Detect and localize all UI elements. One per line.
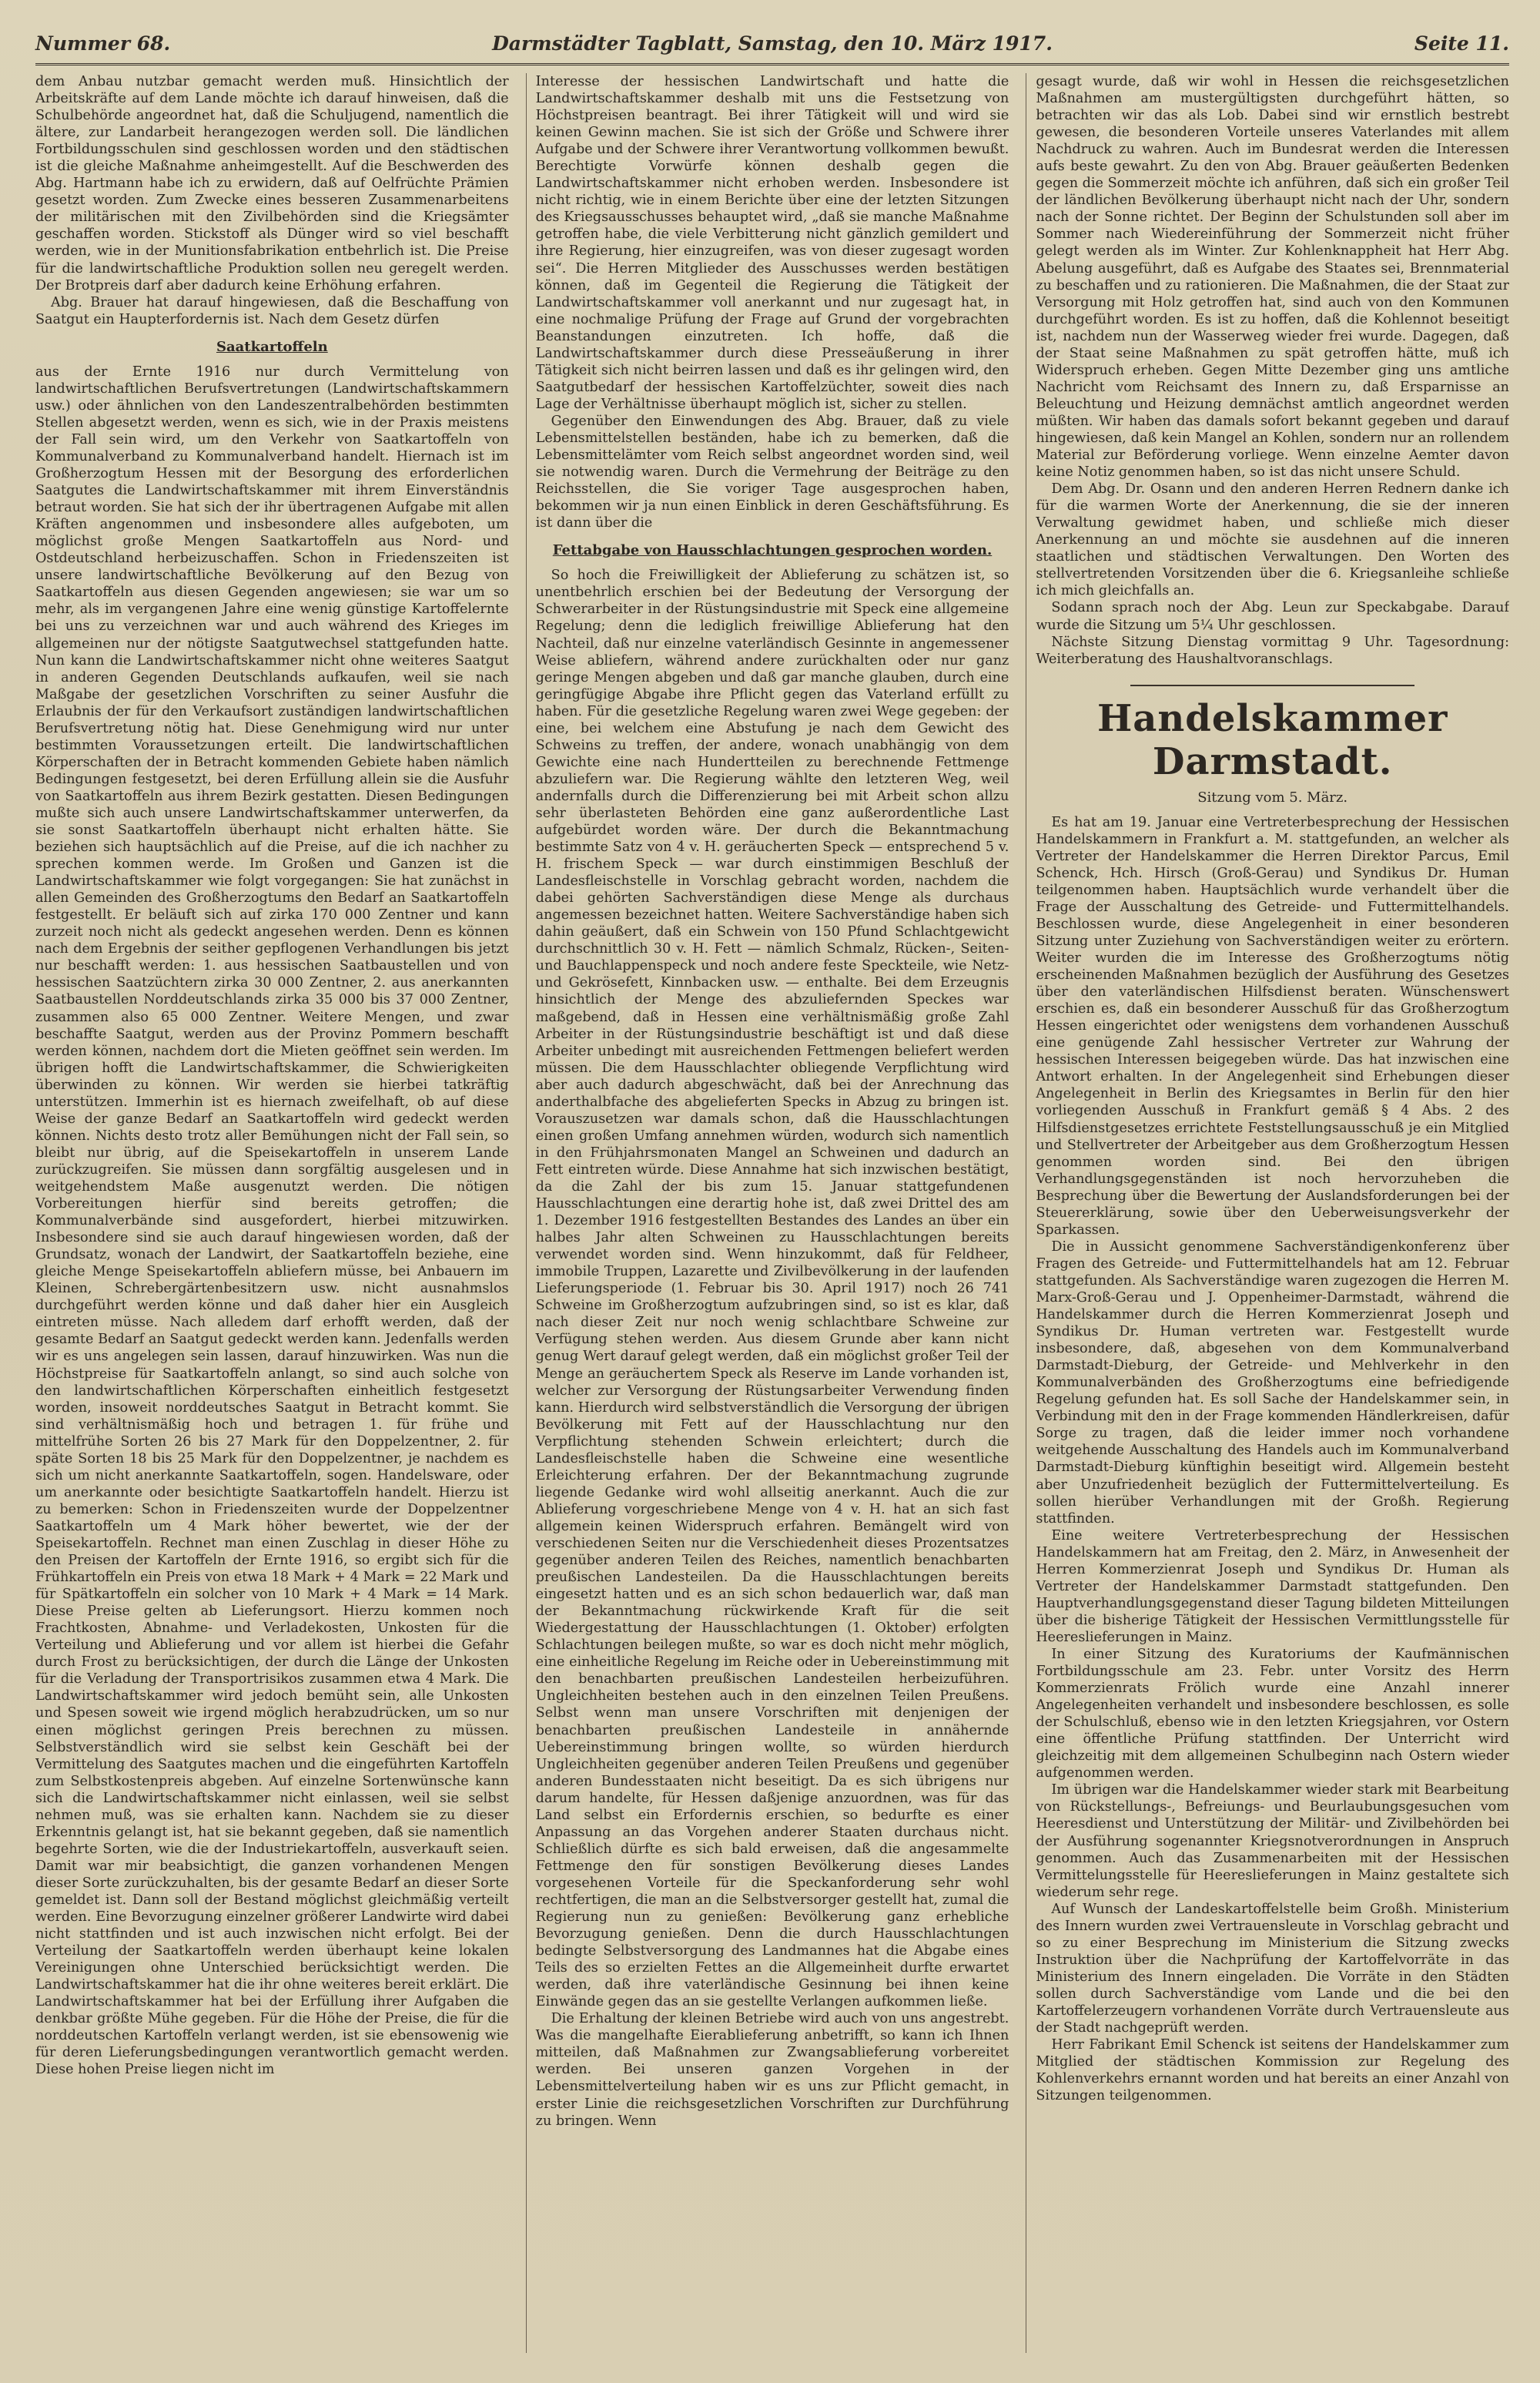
header-rule <box>35 63 1509 65</box>
paragraph: Abg. Brauer hat darauf hingewiesen, daß die Beschaffung von Saatgut ein Haupterfordernis ist. Nach dem Gesetz dürfen <box>35 294 509 327</box>
column-1 <box>35 73 509 2353</box>
subheading: Fettabgabe von Hausschlachtungen gesprochen worden. <box>552 542 993 559</box>
column-2 <box>526 73 1009 2353</box>
page-header <box>35 32 1509 60</box>
paragraph: So hoch die Freiwilligkeit der Ablieferung zu schätzen ist, so unentbehrlich erschien bei der Bedeutung der Versorgung der Schwerarbeiter in der Rüstungsindustrie mit Speck eine allgemeine Regelung; denn die lediglich freiwillige Ablieferung hat den Nachteil, daß nur einzelne vaterländisch Gesinnte in angemessener Weise abliefern, während andere zurückhalten oder nur ganz geringe Mengen abgeben und daß gar manche glauben, durch eine geringfügige Abgabe ihre Pflicht gegen das Vaterland erfüllt zu haben. Für die gesetzliche Regelung waren zwei Wege gegeben: der eine, bei welchem eine Abstufung je nach dem Gewicht des Schweins zu treffen, der andere, wonach unabhängig von dem Gewichte eine nach Hundertteilen zu berechnende Fettmenge abzuliefern war. Die Regierung wählte den letzteren Weg, weil andernfalls durch die Differenzierung bei mit Arbeit schon allzu sehr überlasteten Behörden eine ganz außerordentliche Last aufgebürdet worden wäre. Der durch die Bekanntmachung bestimmte Satz von 4 v. H. geräucherten Speck — entsprechend 5 v. H. frischem Speck — war durch einstimmigen Beschluß der Landesfleischstelle in Vorschlag gebracht worden, nachdem die dabei gehörten Sachverständigen diese Menge als durchaus angemessen bezeichnet hatten. Weitere Sachverständige haben sich dahin geäußert, daß ein Schwein von 150 Pfund Schlachtgewicht durchschnittlich 30 v. H. Fett — nämlich Schmalz, Rücken-, Seiten- und Bauchlappenspeck und noch andere feste Speckteile, wie Netz- und Gekrösefett, Kinnbacken usw. — enthalte. Bei dem Erzeugnis hinsichtlich der Menge des abzuliefernden Speckes war maßgebend, daß in Hessen eine verhältnismäßig große Zahl Arbeiter in der Rüstungsindustrie beschäftigt ist und daß diese Arbeiter unbedingt mit ausreichenden Fettmengen beliefert werden müssen. Die dem Hausschlachter obliegende Verpflichtung wird aber auch dadurch abgeschwächt, daß bei der Anrechnung das anderthalbfache des abgelieferten Specks in Abzug zu bringen ist. Vorauszusetzen war damals schon, daß die Hausschlachtungen einen großen Umfang annehmen würden, wodurch sich namentlich in den Frühjahrsmonaten Mangel an Schweinen und dadurch an Fett eintreten würde. Diese Annahme hat sich inzwischen bestätigt, da die Zahl der bis zum 15. Januar stattgefundenen Hausschlachtungen eine derartig hohe ist, daß zwei Drittel des am 1. Dezember 1916 festgestellten Bestandes des Landes an über ein halbes Jahr alten Schweinen zu Hausschlachtungen bereits verwendet worden sind. Wenn hinzukommt, daß für Feldheer, immobile Truppen, Lazarette und Zivilbevölkerung in der laufenden Lieferungsperiode (1. Februar bis 30. April 1917) noch 26 741 Schweine im Großherzogtum aufzubringen sind, so ist es klar, daß nach dieser Zeit nur noch wenig schlachtbare Schweine zur Verfügung stehen werden. Aus diesem Grunde aber kann nicht genug Wert darauf gelegt werden, daß ein möglichst großer Teil der Menge an geräuchertem Speck als Reserve im Lande vorhanden ist, welcher zur Versorgung der Rüstungsarbeiter Verwendung finden kann. Hierdurch wird selbstverständlich die Versorgung der übrigen Bevölkerung mit Fett auf der Hausschlachtung nur den Verpflichtung stehenden Schwein erleichtert; durch die Landesfleischstelle haben die Schweine eine wesentliche Erleichterung erfahren. Der der Bekanntmachung zugrunde liegende Gedanke wird wohl allseitig anerkannt. Auch die zur Ablieferung vorgeschriebene Menge von 4 v. H. hat an sich fast allgemein keinen Widerspruch erfahren. Bemängelt wird von verschiedenen Seiten nur die Verschiedenheit dieses Prozentsatzes gegenüber anderen Teilen des Reiches, namentlich benachbarten preußischen Landesteilen. Da die Hausschlachtungen bereits eingesetzt hatten und es an sich schon bedauerlich war, daß man der Bekanntmachung rückwirkende Kraft für die seit Wiedergestattung der Hausschlachtungen (1. Oktober) erfolgten Schlachtungen beilegen mußte, so war es doch nicht mehr möglich, eine einheitliche Regelung im Reiche oder in Uebereinstimmung mit den benachbarten preußischen Landesteilen herbeizuführen. Ungleichheiten bestehen auch in den einzelnen Teilen Preußens. Selbst wenn man unsere Vorschriften mit denjenigen der benachbarten preußischen Landesteile in annähernde Uebereinstimmung bringen wollte, so würden hierdurch Ungleichheiten gegenüber anderen Teilen Preußens und gegenüber anderen Bundesstaaten nicht beseitigt. Da es sich übrigens nur darum handelte, für Hessen daßjenige anzuordnen, was für das Land selbst ein Erfordernis erschien, so bedurfte es einer Anpassung an das Vorgehen anderer Staaten durchaus nicht. Schließlich dürfte es sich bald erweisen, daß die angesammelte Fettmenge den für sonstigen Bevölkerung dieses Landes vorgesehenen Vorteile für die Speckanforderung sehr wohl rechtfertigen, die man an die Selbstversorger gestellt hat, zumal die Regierung nun zu genießen: Bevölkerung ganz erhebliche Bevorzugung genießen. Denn die durch Hausschlachtungen bedingte Selbstversorgung des Landmannes hat die Abgabe eines Teils des so erzielten Fettes an die Allgemeinheit durfte erwartet werden, daß ihre vaterländische Gesinnung bei ihnen keine Einwände gegen das an sie gestellte Verlangen aufkommen ließe. <box>535 568 1009 2010</box>
paragraph: Dem Abg. Dr. Osann und den anderen Herren Rednern danke ich für die warmen Worte der Anerkennung, die sie der inneren Verwaltung gewidmet haben, und schließe mich dieser Anerkennung an und möchte sie ausdehnen auf die inneren staatlichen und städtischen Verwaltungen. Den Worten des stellvertretenden Vorsitzenden über die 6. Kriegsanleihe schließe ich mich gleichfalls an. <box>1036 481 1510 599</box>
paragraph: Die in Aussicht genommene Sachverständigenkonferenz über Fragen des Getreide- und Futtermittelhandels hat am 12. Februar stattgefunden. Als Sachverständige waren zugezogen die Herren M. Marx-Groß-Gerau und J. Oppenheimer-Darmstadt, während die Handelskammer durch die Herren Kommerzienrat Joseph und Syndikus Dr. Human vertreten war. Festgestellt wurde insbesondere, daß, abgesehen von dem Kommunalverband Darmstadt-Dieburg, der Getreide- und Mehlverkehr in den Kommunalverbänden des Großherzogtums eine befriedigende Regelung gefunden hat. Es soll Sache der Handelskammer sein, in Verbindung mit den in der Frage kommenden Händlerkreisen, dafür Sorge zu tragen, daß die leider immer noch vorhandene weitgehende Ausschaltung des Handels auch im Kommunalverband Darmstadt-Dieburg künftighin beseitigt wird. Allgemein besteht aber Unzufriedenheit bezüglich der Futtermittelverteilung. Es sollen hierüber Verhandlungen mit der Großh. Regierung stattfinden. <box>1036 1238 1510 1527</box>
paragraph: Eine weitere Vertreterbesprechung der Hessischen Handelskammern hat am Freitag, den 2. März, in Anwesenheit der Herren Kommerzienrat Joseph und Syndikus Dr. Human als Vertreter der Handelskammer Darmstadt stattgefunden. Den Hauptverhandlungsgegenstand dieser Tagung bildeten Mitteilungen über die bisherige Tätigkeit der Hessischen Vermittlungsstelle für Heereslieferungen in Mainz. <box>1036 1527 1510 1645</box>
paragraph: aus der Ernte 1916 nur durch Vermittelung von landwirtschaftlichen Berufsvertretungen (Landwirtschaftskammern usw.) oder ähnlichen von den Landeszentralbehörden bestimmten Stellen abgesetzt werden, wenn es sich, wie in der Praxis meistens der Fall sein wird, um den Verkehr von Saatkartoffeln von Kommunalverband zu Kommunalverband handelt. Hiernach ist im Großherzogtum Hessen mit der Besorgung des erforderlichen Saatgutes die Landwirtschaftskammer mit ihrem Einverständnis betraut worden. Sie hat sich der ihr übertragenen Aufgabe mit allen Kräften angenommen und insbesondere alles aufgeboten, um möglichst große Mengen Saatkartoffeln aus Nord- und Ostdeutschland herbeizuschaffen. Schon in Friedenszeiten ist unsere landwirtschaftliche Bevölkerung auf den Bezug von Saatkartoffeln aus diesen Gegenden angewiesen; sie war um so mehr, als im vergangenen Jahre eine wenig günstige Kartoffelernte bei uns zu verzeichnen war und auch während des Krieges im allgemeinen nur der nötigste Saatgutwechsel stattgefunden hatte. Nun kann die Landwirtschaftskammer nicht ohne weiteres Saatgut in anderen Gegenden Deutschlands aufkaufen, weil sie nach Maßgabe der gesetzlichen Vorschriften zu seiner Ausfuhr die Erlaubnis der für den Verkaufsort zuständigen landwirtschaftlichen Berufsvertretung nötig hat. Diese Genehmigung wird nur unter bestimmten Voraussetzungen erteilt. Die landwirtschaftlichen Körperschaften der in Betracht kommenden Gebiete haben nämlich Bedingungen festgesetzt, bei deren Erfüllung allein sie die Ausfuhr von Saatkartoffeln aus ihrem Bezirk gestatten. Diesen Bedingungen mußte sich auch unsere Landwirtschaftskammer unterwerfen, da sie sonst Saatkartoffeln überhaupt nicht erhalten hätte. Sie beziehen sich hauptsächlich auf die Preise, auf die ich nachher zu sprechen kommen werde. Im Großen und Ganzen ist die Landwirtschaftskammer wie folgt vorgegangen: Sie hat zunächst in allen Gemeinden des Großherzogtums den Bedarf an Saatkartoffeln festgestellt. Er beläuft sich auf zirka 170 000 Zentner und kann zurzeit noch nicht als gedeckt angesehen werden. Denn es können nach dem Ergebnis der seither gepflogenen Verhandlungen bis jetzt nur beschafft werden: 1. aus hessischen Saatbaustellen und von hessischen Saatzüchtern zirka 30 000 Zentner, 2. aus anerkannten Saatbaustellen Norddeutschlands zirka 35 000 bis 37 000 Zentner, zusammen also 65 000 Zentner. Weitere Mengen, und zwar beschaffte Saatgut, werden aus der Provinz Pommern beschafft werden können, nachdem dort die Mieten geöffnet sein werden. Im übrigen hofft die Landwirtschaftskammer, die Schwierigkeiten überwinden zu können. Wir werden sie hierbei tatkräftig unterstützen. Immerhin ist es hiernach zweifelhaft, ob auf diese Weise der ganze Bedarf an Saatkartoffeln wird gedeckt werden können. Nichts desto trotz aller Bemühungen nicht der Fall sein, so bleibt nur übrig, auf die Speisekartoffeln in unserem Lande zurückzugreifen. Sie müssen dann sorgfältig ausgelesen und in weitgehendstem Maße ausgenutzt werden. Die nötigen Vorbereitungen hierfür sind bereits getroffen; die Kommunalverbände sind ausgefordert, hierbei mitzuwirken. Insbesondere sind sie auch darauf hingewiesen worden, daß der Grundsatz, wonach der Landwirt, der Saatkartoffeln beziehe, eine gleiche Menge Speisekartoffeln abliefern müsse, bei Anbauern im Kleinen, Schrebergärtenbesitzern usw. nicht ausnahmslos durchgeführt werden könne und daß daher hier ein Ausgleich eintreten müsse. Nach alledem darf erhofft werden, daß der gesamte Bedarf an Saatgut gedeckt werden kann. Jedenfalls werden wir es uns angelegen sein lassen, darauf hinzuwirken. Was nun die Höchstpreise für Saatkartoffeln anlangt, so sind auch solche von den landwirtschaftlichen Körperschaften einheitlich festgesetzt worden, insoweit norddeutsches Saatgut in Betracht kommt. Sie sind verhältnismäßig hoch und betragen 1. für frühe und mittelfrühe Sorten 26 bis 27 Mark für den Doppelzentner, 2. für späte Sorten 18 bis 25 Mark für den Doppelzentner, je nachdem es sich um nicht anerkannte Saatkartoffeln, sogen. Handelsware, oder um anerkannte oder besichtigte Saatkartoffeln handelt. Hierzu ist zu bemerken: Schon in Friedenszeiten wurde der Doppelzentner Saatkartoffeln um 4 Mark höher bewertet, wie der der Speisekartoffeln. Rechnet man einen Zuschlag in dieser Höhe zu den Preisen der Kartoffeln der Ernte 1916, so ergibt sich für die Frühkartoffeln ein Preis von etwa 18 Mark + 4 Mark = 22 Mark und für Spätkartoffeln ein solcher von 10 Mark + 4 Mark = 14 Mark. Diese Preise gelten ab Lieferungsort. Hierzu kommen noch Frachtkosten, Abnahme- und Verladekosten, Unkosten für die Verteilung und Ablieferung und vor allem ist hierbei die Gefahr durch Frost zu berücksichtigen, der durch die Länge der Unkosten für die Verladung der Transportrisikos zusammen etwa 4 Mark. Die Landwirtschaftskammer wird jedoch bemüht sein, alle Unkosten und Spesen soweit wie irgend möglich herabzudrücken, um so nur einen möglichst geringen Preis berechnen zu müssen. Selbstverständlich wird sie selbst kein Geschäft bei der Vermittelung des Saatgutes machen und die eingeführten Kartoffeln zum Selbstkostenpreis abgeben. Auf einzelne Sortenwünsche kann sich die Landwirtschaftskammer nicht einlassen, weil sie selbst nehmen muß, was sie erhalten kann. Nachdem sie zu dieser Erkenntnis gelangt ist, hat sie bekannt gegeben, daß sie namentlich begehrte Sorten, wie die der Industriekartoffeln, ausverkauft seien. Damit war mir beabsichtigt, die ganzen vorhandenen Mengen dieser Sorte zurückzuhalten, bis der gesamte Bedarf an dieser Sorte gemeldet ist. Dann soll der Bestand möglichst gleichmäßig verteilt werden. Eine Bevorzugung einzelner größerer Landwirte wird dabei nicht stattfinden und ist auch inzwischen nicht erfolgt. Bei der Verteilung der Saatkartoffeln werden überhaupt keine lokalen Vereinigungen ohne Unterschied berücksichtigt werden. Die Landwirtschaftskammer hat die ihr ohne weiteres bereit erklärt. Die Landwirtschaftskammer hat bei der Erfüllung ihrer Aufgaben die denkbar größte Mühe gegeben. Für die Höhe der Preise, die für die norddeutschen Kartoffeln verlangt werden, ist sie ebensowenig wie für deren Lieferungsbedingungen verantwortlich gemacht werden. Diese hohen Preise liegen nicht im <box>35 364 509 2078</box>
page-number: Seite 11. <box>1414 32 1509 55</box>
paragraph: Gegenüber den Einwendungen des Abg. Brauer, daß zu viele Lebensmittelstellen beständen, habe ich zu bemerken, daß die Lebensmittelämter vom Reich selbst angeordnet worden sind, weil sie notwendig waren. Durch die Vermehrung der Beiträge zu den Reichsstellen, die Sie voriger Tage ausgesprochen haben, bekommen wir ja nun einen Einblick in deren Geschäftsführung. Es ist dann über die <box>535 413 1009 531</box>
section-subtitle: Sitzung vom 5. März. <box>1197 789 1348 806</box>
paragraph: Im übrigen war die Handelskammer wieder stark mit Bearbeitung von Rückstellungs-, Befreiungs- und Beurlaubungsgesuchen vom Heeresdienst und Unterstützung der Militär- und Zivilbehörden bei der Ausführung sogenannter Kriegsnotverordnungen in Anspruch genommen. Auch das Zusammenarbeiten mit der Hessischen Vermittelungsstelle für Heereslieferungen in Mainz gestaltete sich wiederum sehr rege. <box>1036 1782 1510 1900</box>
issue-number: Nummer 68. <box>35 32 171 55</box>
column-3 <box>1026 73 1509 2353</box>
paragraph: Es hat am 19. Januar eine Vertreterbesprechung der Hessischen Handelskammern in Frankfurt a. M. stattgefunden, an welcher als Vertreter der Handelskammer die Herren Direktor Parcus, Emil Schenck, Hch. Hirsch (Groß-Gerau) und Syndikus Dr. Human teilgenommen haben. Hauptsächlich wurde verhandelt über die Frage der Ausschaltung des Getreide- und Futtermittelhandels. Beschlossen wurde, diese Angelegenheit in einer besonderen Sitzung unter Zuziehung von Sachverständigen weiter zu erörtern. Weiter wurden die im Interesse des Großherzogtums nötig erscheinenden Maßnahmen bezüglich der Ausführung des Gesetzes über den vaterländischen Hilfsdienst beraten. Wünschenswert erschien es, daß ein besonderer Ausschuß für das Großherzogtum Hessen eingerichtet oder wenigstens dem vorhandenen Ausschuß eine genügende Zahl hessischer Vertreter zur Wahrung der hessischen Interessen beigegeben würde. Das hat inzwischen eine Antwort erhalten. In der Angelegenheit sind Erhebungen dieser Angelegenheit in Berlin des Kriegsamtes in Berlin für den hier vorliegenden Ausschuß in Frankfurt gemäß § 4 Abs. 2 des Hilfsdienstgesetzes errichtete Feststellungsausschuß je ein Mitglied und Stellvertreter der Arbeitgeber aus dem Großherzogtum Hessen genommen worden sind. Bei den übrigen Verhandlungsgegenständen ist noch hervorzuheben die Besprechung über die Bewertung der Auslandsforderungen bei der Steuererklärung, sowie über den Ueberweisungsverkehr der Sparkassen. <box>1036 814 1510 1238</box>
section-separator <box>1130 685 1414 686</box>
paragraph: Interesse der hessischen Landwirtschaft und hatte die Landwirtschaftskammer deshalb mit uns die Festsetzung von Höchstpreisen beantragt. Bei ihrer Tätigkeit will und wird sie keinen Gewinn machen. Sie ist sich der Größe und Schwere ihrer Aufgabe und der Schwere ihrer Verantwortung vollkommen bewußt. Berechtigte Vorwürfe können deshalb gegen die Landwirtschaftskammer nicht erhoben werden. Insbesondere ist nicht richtig, wie in einem Berichte über eine der letzten Sitzungen des Kriegsausschusses behauptet wird, „daß sie manche Maßnahme getroffen habe, die viele Verbitterung nicht gänzlich gemildert und ihre Regierung, hier einzugreifen, was von dieser zugesagt worden sei“. Die Herren Mitglieder des Ausschusses werden bestätigen können, daß im Gegenteil die Regierung die Tätigkeit der Landwirtschaftskammer voll anerkannt und nur zugesagt hat, in eine nochmalige Prüfung der Frage auf Grund der vorgebrachten Beanstandungen einzutreten. Ich hoffe, daß die Landwirtschaftskammer durch diese Presseäußerung in ihrer Tätigkeit sich nicht beirren lassen und daß es ihr gelingen wird, den Saatgutbedarf der hessischen Kartoffelzüchter, soweit dies nach Lage der Verhältnisse überhaupt möglich ist, sicher zu stellen. <box>535 74 1009 412</box>
paragraph: Sodann sprach noch der Abg. Leun zur Speckabgabe. Darauf wurde die Sitzung um 5¼ Uhr geschlossen. <box>1036 600 1510 633</box>
masthead-date: Darmstädter Tagblatt, Samstag, den 10. März 1917. <box>492 32 1053 55</box>
columns <box>35 73 1509 2353</box>
paragraph: Auf Wunsch der Landeskartoffelstelle beim Großh. Ministerium des Innern wurden zwei Vertrauensleute in Vorschlag gebracht und so zu einer Besprechung im Ministerium die Sitzung zwecks Instruktion über die Nachprüfung der Kartoffelvorräte in das Ministerium des Innern eingeladen. Die Vorräte in den Städten sollen durch Sachverständige vom Lande und die bei den Kartoffelerzeugern vorhandenen Vorräte durch Vertrauensleute aus der Stadt nachgeprüft werden. <box>1036 1901 1510 2036</box>
paragraph: In einer Sitzung des Kuratoriums der Kaufmännischen Fortbildungsschule am 23. Febr. unter Vorsitz des Herrn Kommerzienrats Frölich wurde eine Anzahl innerer Angelegenheiten verhandelt und insbesondere beschlossen, es solle der Schulschluß, ebenso wie in den letzten Kriegsjahren, vor Ostern eine öffentliche Prüfung stattfinden. Der Unterricht wird gleichzeitig mit dem allgemeinen Schulbeginn nach Ostern wieder aufgenommen werden. <box>1036 1646 1510 1781</box>
paragraph: dem Anbau nutzbar gemacht werden muß. Hinsichtlich der Arbeitskräfte auf dem Lande möchte ich darauf hinweisen, daß die Schulbehörde angeordnet hat, daß die Schuljugend, namentlich die ältere, zur Landarbeit herangezogen werden soll. Die ländlichen Fortbildungsschulen sind geschlossen worden und den städtischen ist die gleiche Maßnahme anheimgestellt. Auf die Beschwerden des Abg. Hartmann habe ich zu erwidern, daß auf Oelfrüchte Prämien gesetzt worden. Zum Zwecke eines besseren Zusammenarbeitens der militärischen mit den Zivilbehörden sind die Kriegsämter geschaffen worden. Stickstoff als Dünger wird so viel beschafft werden, wie in der Munitionsfabrikation entbehrlich ist. Die Preise für die landwirtschaftliche Produktion sollen neu geregelt werden. Der Brotpreis darf aber dadurch keine Erhöhung erfahren. <box>35 74 509 293</box>
section-title: Handelskammer Darmstadt. <box>1096 696 1448 783</box>
subheading: Saatkartoffeln <box>216 338 328 355</box>
paragraph: Die Erhaltung der kleinen Betriebe wird auch von uns angestrebt. Was die mangelhafte Eierablieferung anbetrifft, so kann ich Ihnen mitteilen, daß Maßnahmen zur Zwangsablieferung vorbereitet werden. Bei unseren ganzen Vorgehen in der Lebensmittelverteilung haben wir es uns zur Pflicht gemacht, in erster Linie die reichsgesetzlichen Vorschriften zur Durchführung zu bringen. Wenn <box>535 2011 1009 2129</box>
paragraph: gesagt wurde, daß wir wohl in Hessen die reichsgesetzlichen Maßnahmen am mustergültigsten durchgeführt hätten, so betrachten wir das als Lob. Dabei sind wir ernstlich bestrebt gewesen, die besonderen Vorteile unseres Vaterlandes mit allem Nachdruck zu wahren. Auch im Bundesrat werden die Interessen aufs beste gewahrt. Zu den von Abg. Brauer geäußerten Bedenken gegen die Sommerzeit möchte ich anführen, daß sich ein großer Teil der ländlichen Bevölkerung überhaupt nicht nach der Uhr, sondern nach der Sonne richtet. Der Beginn der Schulstunden soll aber im Sommer nach Wiedereinführung der Sommerzeit nicht früher gelegt werden als im Winter. Zur Kohlenknappheit hat Herr Abg. Abelung ausgeführt, daß es Aufgabe des Staates sei, Brennmaterial zu beschaffen und zu rationieren. Die Maßnahmen, die der Staat zur Versorgung mit Holz getroffen hat, sind auch von den Kommunen durchgeführt worden. Es ist zu hoffen, daß die Kohlennot beseitigt ist, nachdem nun der Wasserweg wieder frei wurde. Dagegen, daß der Staat seine Maßnahmen zu spät getroffen hätte, muß ich Widerspruch erheben. Gegen Mitte Dezember ging uns amtliche Nachricht vom Reichsamt des Innern zu, daß Ersparnisse an Beleuchtung und Heizung demnächst amtlich angeordnet werden müßten. Wir haben das damals sofort bekannt gegeben und darauf hingewiesen, daß kein Mangel an Kohlen, sondern nur an rollendem Material zur Beförderung vorliege. Wenn einzelne Aemter davon keine Notiz genommen haben, so ist das nicht unsere Schuld. <box>1036 74 1510 481</box>
paragraph: Herr Fabrikant Emil Schenck ist seitens der Handelskammer zum Mitglied der städtischen Kommission zur Regelung des Kohlenverkehrs ernannt worden und hat bereits an einer Anzahl von Sitzungen teilgenommen. <box>1036 2037 1510 2104</box>
paragraph: Nächste Sitzung Dienstag vormittag 9 Uhr. Tagesordnung: Weiterberatung des Haushaltvoranschlags. <box>1036 634 1510 667</box>
